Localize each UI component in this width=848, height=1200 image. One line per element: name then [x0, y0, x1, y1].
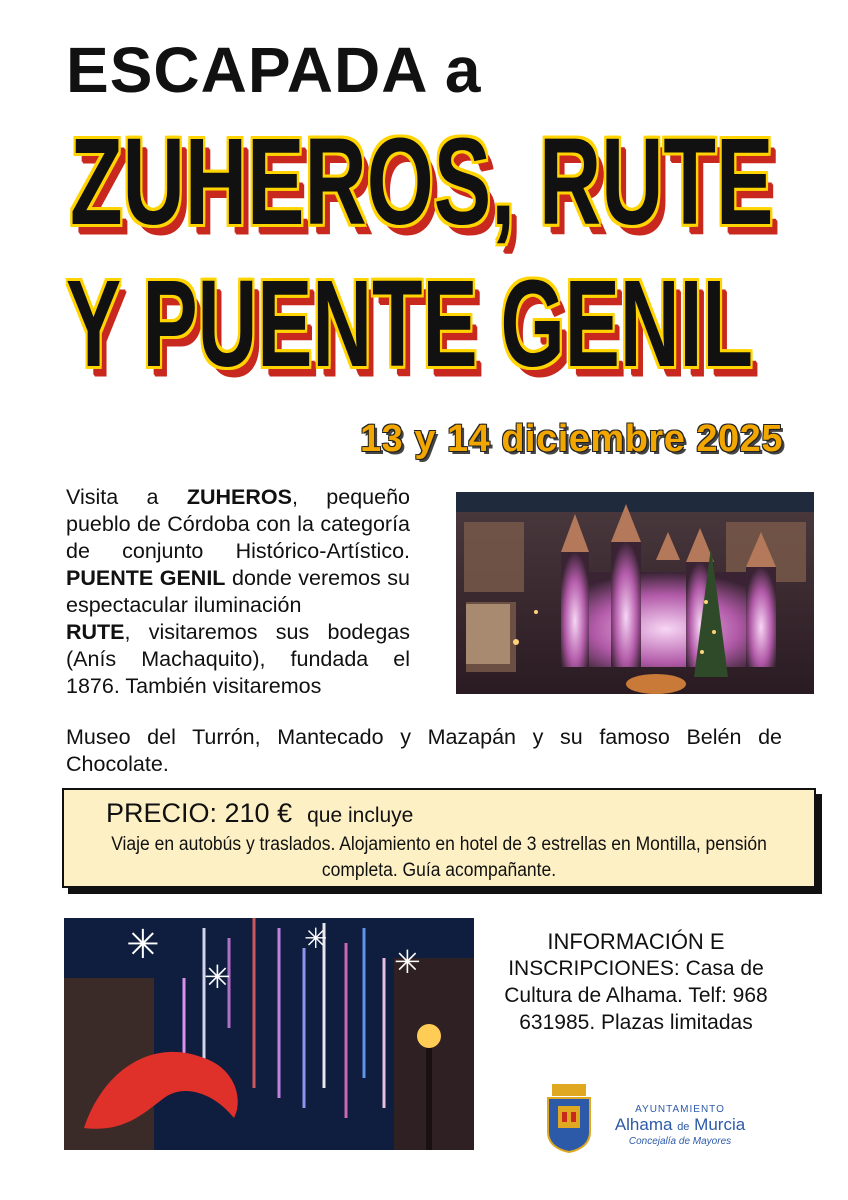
svg-text:✳: ✳	[394, 943, 421, 981]
logo-ayuntamiento: AYUNTAMIENTO	[635, 1104, 725, 1115]
desc-zuheros: ZUHEROS	[186, 485, 292, 509]
logo-text	[600, 1104, 760, 1148]
svg-text:✳: ✳	[304, 922, 328, 955]
desc-text: , visitaremos sus bodegas (Anís Machaquito), fundada el 1876. También visitaremos	[66, 620, 410, 698]
description-top	[66, 484, 410, 700]
info-subheading: INSCRIPCIONES:	[508, 957, 680, 980]
logo-de: de	[677, 1121, 690, 1133]
lights-illustration	[64, 918, 474, 1150]
title-escapada: ESCAPADA a	[66, 34, 482, 106]
logo-alhama-murcia	[600, 1116, 760, 1136]
castle-illustration	[456, 492, 814, 694]
info-block	[490, 928, 782, 1036]
desc-rute: RUTE	[66, 620, 125, 644]
price-details: Viaje en autobús y traslados. Alojamiento en hotel de 3 estrellas en Montilla, pensión completa. Guía acompañante.	[111, 834, 767, 881]
logo-alhama: Alhama	[614, 1115, 673, 1134]
price-box	[62, 788, 816, 888]
info-text: Casa de Cultura de Alhama. Telf: 968 631985. Plazas limitadas	[504, 957, 768, 1034]
info-heading: INFORMACIÓN E	[547, 929, 725, 954]
castle-nativity-photo	[456, 492, 814, 694]
desc-text: , pequeño pueblo de Córdoba con la categoría de conjunto Histórico-Artístico.	[66, 485, 410, 563]
christmas-lights-photo	[64, 918, 474, 1150]
event-dates: 13 y 14 diciembre 2025	[360, 418, 783, 460]
desc-text: donde veremos su espectacular iluminación	[66, 566, 410, 617]
svg-text:✳: ✳	[126, 922, 160, 968]
price-amount: PRECIO: 210 €	[106, 798, 293, 828]
logo-murcia: Murcia	[694, 1115, 746, 1134]
title-destinations-line2: Y PUENTE GENIL	[66, 254, 753, 394]
description-bottom: Museo del Turrón, Mantecado y Mazapán y su famoso Belén de Chocolate.	[66, 725, 782, 776]
price-includes: que incluye	[307, 804, 414, 827]
desc-puente-genil: PUENTE GENIL	[66, 566, 226, 590]
title-destinations-line1: ZUHEROS, RUTE	[70, 112, 774, 252]
info-body	[490, 955, 782, 1036]
svg-text:✳: ✳	[204, 958, 231, 996]
coat-of-arms-icon	[544, 1082, 594, 1154]
desc-text: Visita a	[66, 485, 187, 509]
price-title	[106, 798, 413, 829]
logo-concejalia: Concejalía de Mayores	[628, 1136, 732, 1147]
